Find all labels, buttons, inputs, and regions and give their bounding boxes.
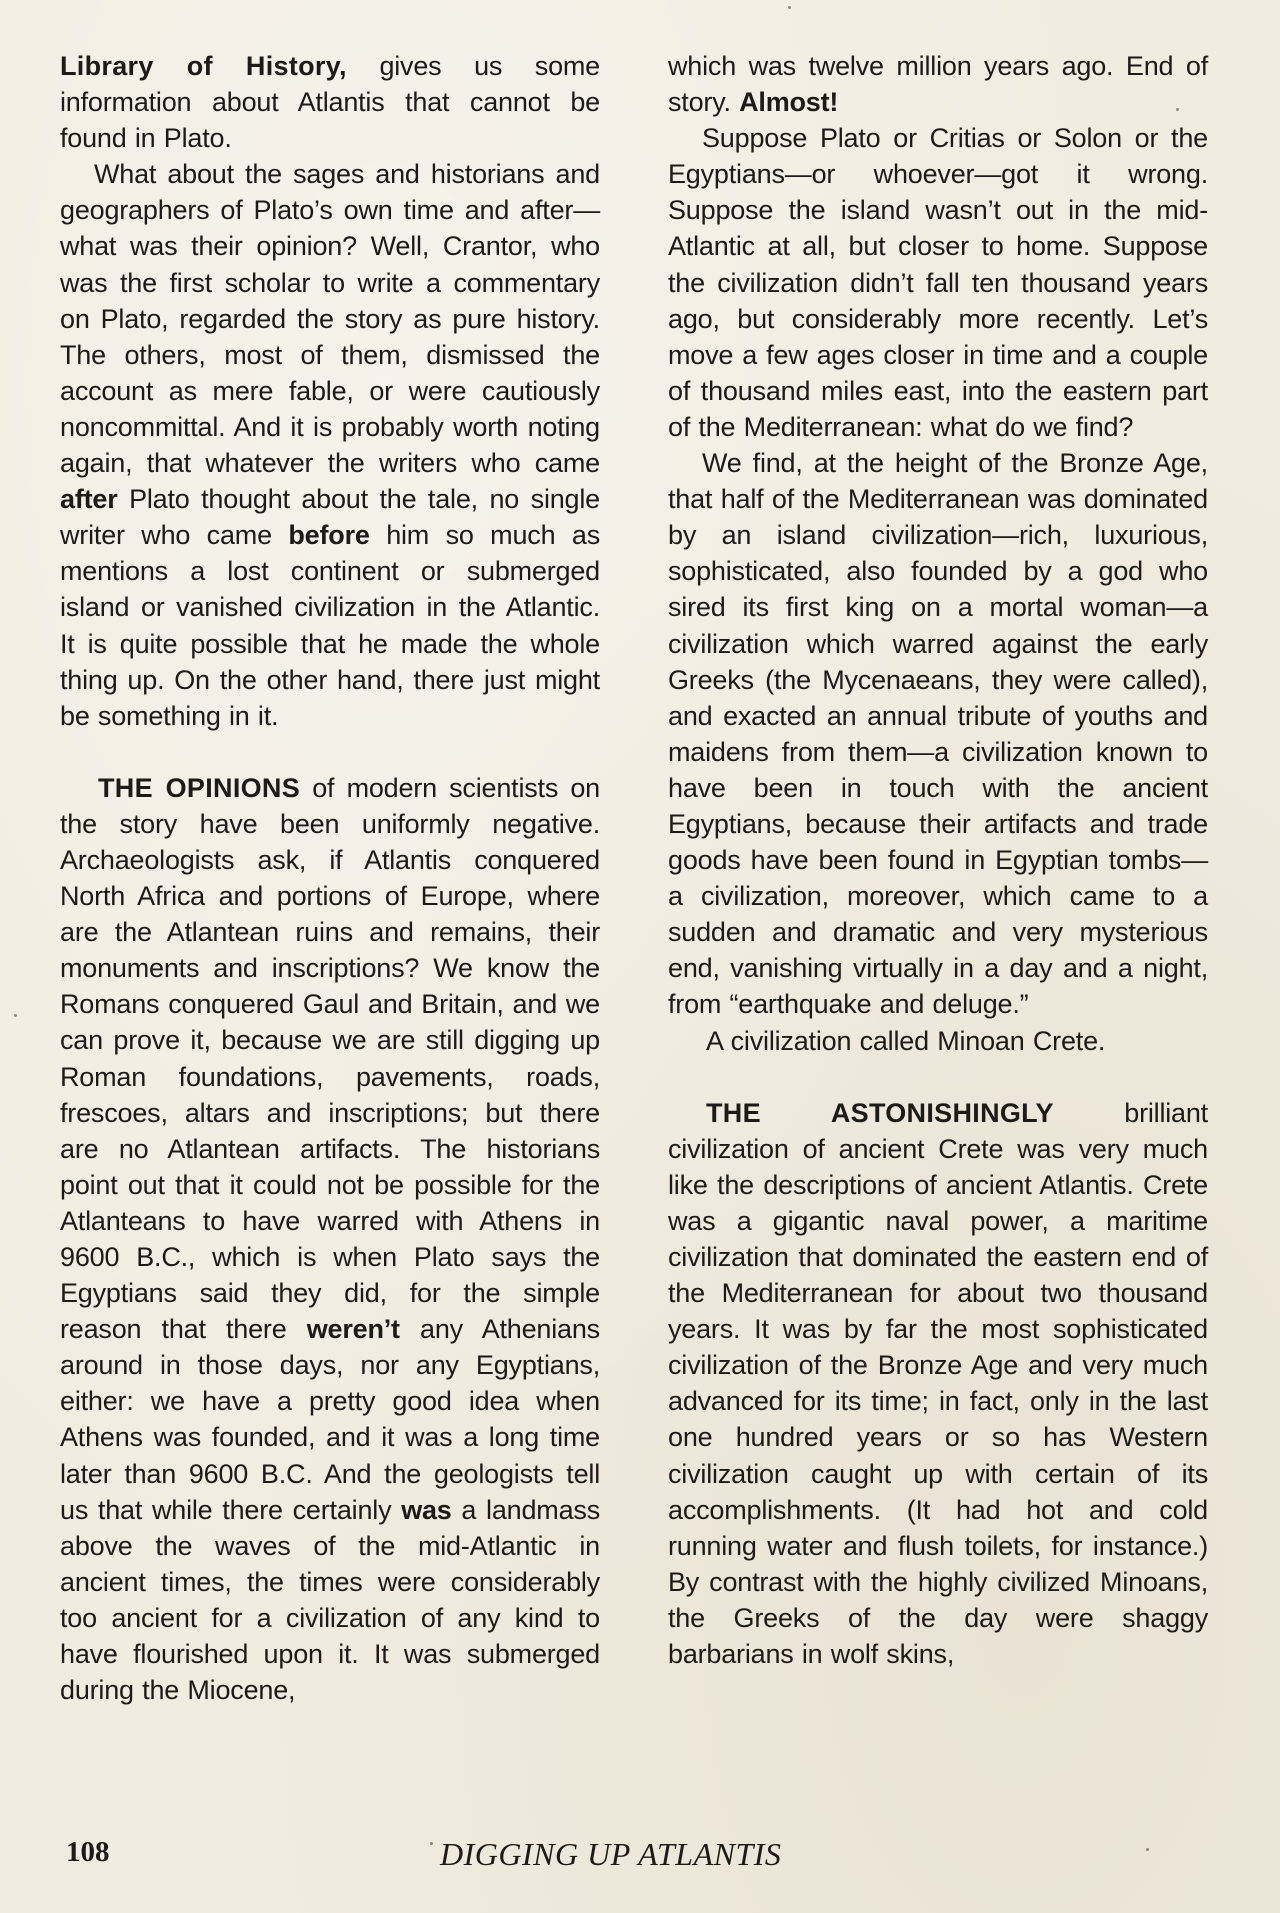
paragraph-sages-and-historians <box>60 156 600 734</box>
section-lead-in: THE ASTONISHINGLY <box>706 1097 1054 1128</box>
print-speck <box>1176 108 1179 111</box>
text-run: gives us some information about Atlantis that cannot be found in Plato. <box>60 51 600 154</box>
running-title: DIGGING UP ATLANTIS <box>440 1836 782 1872</box>
text-run: him so much as mentions a lost continent or submerged island or vanished civilization in the Atlantic. It is quite possible that he made the whole thing up. On the other hand, there just might be something in it. <box>60 520 600 731</box>
left-column <box>60 48 600 1708</box>
text-run: brilliant civilization of ancient Crete was very much like the descriptions of ancient Atlantis. Crete was a gigantic naval power, a maritime civilization that dominated the eastern end of the Mediterranean for about two thousand years. It was by far the most sophisticated civilization of the Bronze Age and very much advanced for its time; in fact, only in the last one hundred years or so has Western civilization caught up with certain of its accomplishments. (It had hot and cold running water and flush toilets, for instance.) By contrast with the highly civilized Minoans, the Greeks of the day were shaggy barbarians in wolf skins, <box>668 1097 1208 1670</box>
text-run: What about the sages and historians and geographers of Plato’s own time and after—what was their opinion? Well, Crantor, who was the first scholar to write a commentary on Plato, regarded the story as pure history. The others, most of them, dismissed the account as mere fable, or were cautiously noncommittal. And it is probably worth noting again, that whatever the writers who came <box>60 159 600 479</box>
bold-run: before <box>288 520 370 551</box>
text-run: of modern scientists on the story have been uniformly negative. Archaeologists ask, if Atlantis conquered North Africa and portions of Europe, where are the Atlantean ruins and remains, their monuments and inscriptions? We know the Romans conquered Gaul and Britain, and we can prove it, because we are still digging up Roman foundations, pavements, roads, frescoes, altars and inscriptions; but there are no Atlantean artifacts. The historians point out that it could not be possible for the Atlanteans to have warred with Athens in 9600 B.C., which is when Plato says the Egyptians said they did, for the simple reason that there <box>60 772 600 1345</box>
paragraph-the-opinions <box>60 770 600 1708</box>
paragraph-library-of-history <box>60 48 600 156</box>
page-number: 108 <box>66 1836 110 1868</box>
bold-run: weren’t <box>306 1314 400 1345</box>
bold-run: was <box>401 1494 452 1525</box>
text-run: any Athenians around in those days, nor any Egyptians, either: we have a pretty good idea when Athens was founded, and it was a long time later than 9600 B.C. And the geologists tell us that while there certainly <box>60 1314 600 1525</box>
right-column <box>668 48 1208 1672</box>
print-speck <box>788 6 791 9</box>
text-run: which was twelve million years ago. End of story. <box>668 51 1208 118</box>
print-speck <box>14 1014 17 1017</box>
paragraph-the-astonishingly <box>668 1095 1208 1673</box>
section-lead-in: THE OPINIONS <box>98 772 301 803</box>
text-run: a landmass above the waves of the mid-Atlantic in ancient times, the times were considerably too ancient for a civilization of any kind to have flourished upon it. It was submerged during the Miocene, <box>60 1494 601 1706</box>
paragraph-we-find: We find, at the height of the Bronze Age, that half of the Mediterranean was dominated by an island civilization—rich, luxurious, sophisticated, also founded by a god who sired its first king on a mortal woman—a civilization which warred against the early Greeks (the Mycenaeans, they were called), and exacted an annual tribute of youths and maidens from them—a civilization known to have been in touch with the ancient Egyptians, because their artifacts and trade goods have been found in Egyptian tombs—a civilization, moreover, which came to a sudden and dramatic and very mysterious end, vanishing virtually in a day and a night, from “earthquake and deluge.” <box>668 448 1208 1020</box>
page-footer <box>0 1836 1280 1884</box>
print-speck <box>1146 1848 1149 1851</box>
bold-run: Almost! <box>739 87 839 118</box>
paragraph-minoan-crete: A civilization called Minoan Crete. <box>706 1025 1106 1056</box>
bold-run: after <box>60 484 118 515</box>
paragraph-end-of-story <box>668 48 1208 120</box>
print-speck <box>430 1842 433 1845</box>
paragraph-suppose: Suppose Plato or Critias or Solon or the Egyptians—or whoever—got it wrong. Suppose the island wasn’t out in the mid-Atlantic at all, but closer to home. Suppose the civilization didn’t fall ten thousand years ago, but considerably more recently. Let’s move a few ages closer in time and a couple of thousand miles east, into the eastern part of the Mediterranean: what do we find? <box>668 123 1208 442</box>
bold-run: Library of History, <box>60 51 347 81</box>
text-run: Plato thought about the tale, no single writer who came <box>60 484 600 551</box>
